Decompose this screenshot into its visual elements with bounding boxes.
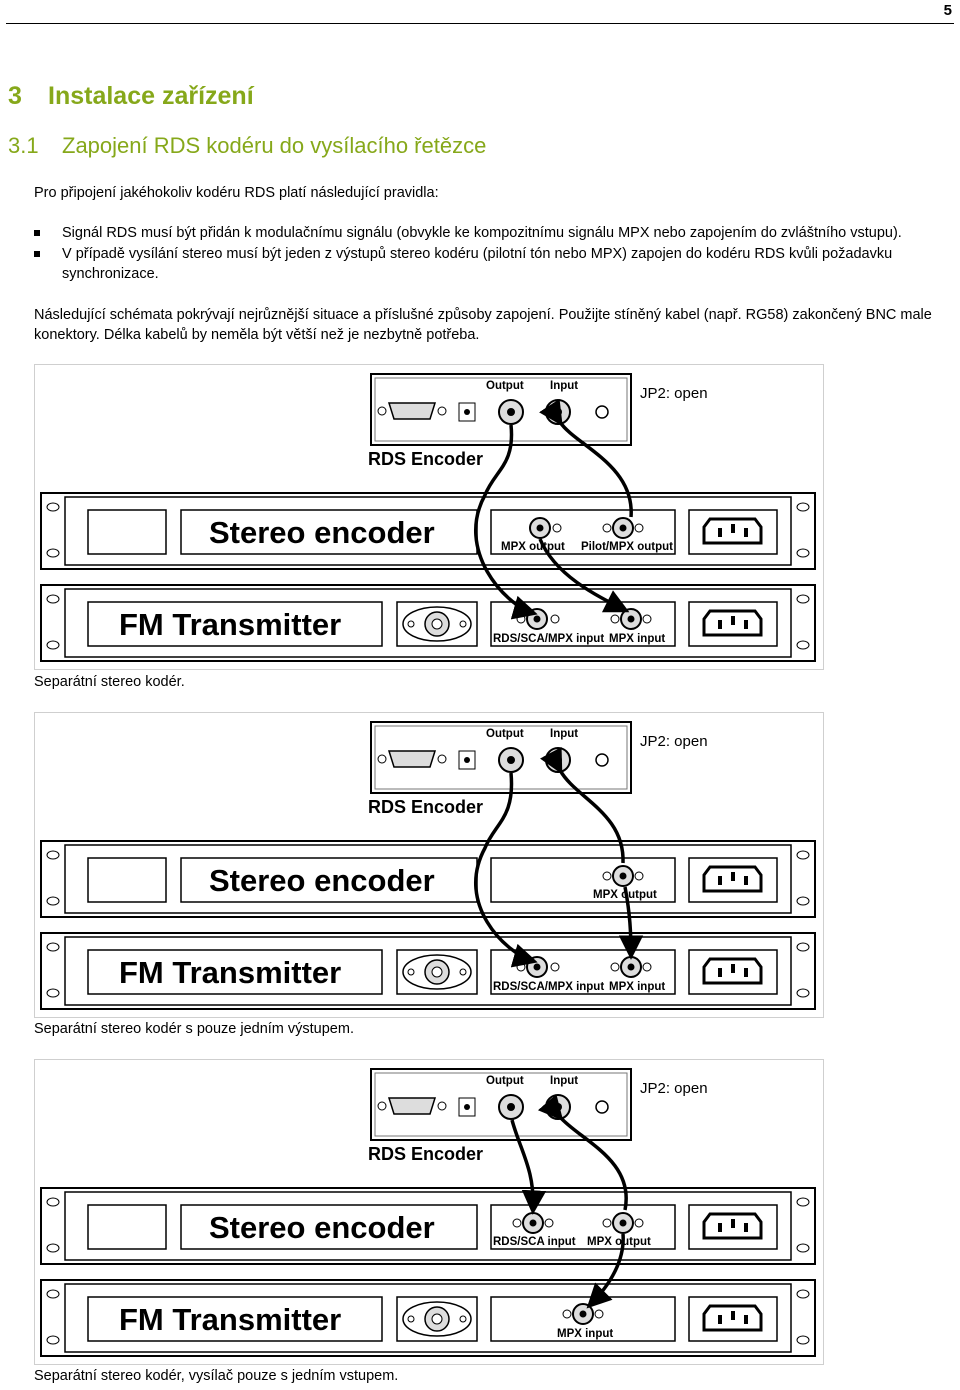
led-icon [596,1101,608,1113]
stereo-port-label: MPX output [593,889,657,901]
rds-encoder-label: RDS Encoder [368,1144,484,1164]
led-icon [596,754,608,766]
rules-list [34,223,934,285]
power-socket-icon [704,1214,761,1238]
antenna-connector-icon [403,607,471,641]
fm-transmitter-rack [41,585,815,661]
power-socket-icon [704,1306,761,1330]
diagram-2-svg [35,713,825,1019]
bullet-square-icon [34,251,40,257]
fm-transmitter-rack [41,933,815,1009]
subsection-number: 3.1 [8,133,39,158]
subsection-heading [8,133,486,159]
antenna-connector-icon [403,955,471,989]
rds-encoder-label: RDS Encoder [368,797,484,817]
jp2-label: JP2: open [640,1080,708,1097]
led-icon [596,406,608,418]
jp2-label: JP2: open [640,733,708,750]
fm-port-label: MPX input [557,1328,614,1340]
rds-encoder-panel [371,722,631,793]
intro-paragraph: Pro připojení jakéhokoliv kodéru RDS platí následující pravidla: [34,185,439,201]
rule-text: Signál RDS musí být přidán k modulačnímu signálu (obvykle ke kompozitnímu signálu MPX nebo zapojením do zvláštního vstupu). [62,225,902,241]
rds-encoder-label: RDS Encoder [368,449,484,469]
schemes-paragraph: Následující schémata pokrývají nejrůznější situace a příslušné způsoby zapojení. Použijte stíněný kabel (např. RG58) zakončený BNC male konektory. Délka kabelů by neměla být větší než je nezbytně potřeba. [34,307,932,343]
rule-item [34,223,934,243]
fm-port-label: RDS/SCA/MPX input [493,633,605,645]
header-rule [6,23,954,24]
bullet-square-icon [34,230,40,236]
stereo-encoder-label: Stereo encoder [209,515,435,550]
section-heading [8,82,254,111]
stereo-encoder-rack [41,493,815,569]
diagram-1-svg [35,365,825,671]
connection-diagram-2 [34,712,824,1018]
output-label: Output [486,728,524,740]
stereo-encoder-rack [41,841,815,917]
diagram-caption: Separátní stereo kodér s pouze jedním výstupem. [34,1021,354,1037]
rule-item [34,244,934,284]
jp2-label: JP2: open [640,385,708,402]
stereo-port-label: MPX output [501,541,565,553]
fm-transmitter-label: FM Transmitter [119,1302,342,1337]
stereo-encoder-label: Stereo encoder [209,863,435,898]
fm-port-label: MPX input [609,633,666,645]
stereo-encoder-label: Stereo encoder [209,1210,435,1245]
rds-encoder-panel [371,1069,631,1140]
power-socket-icon [704,519,761,543]
fm-transmitter-label: FM Transmitter [119,955,342,990]
fm-transmitter-rack [41,1280,815,1356]
fm-port-label: MPX input [609,981,666,993]
diagram-caption: Separátní stereo kodér, vysílač pouze s jedním vstupem. [34,1368,399,1384]
stereo-port-label: Pilot/MPX output [581,541,673,553]
fm-transmitter-label: FM Transmitter [119,607,342,642]
input-label: Input [550,1075,579,1087]
stereo-port-label: MPX output [587,1236,651,1248]
rds-encoder-panel [371,374,631,445]
fm-port-label: RDS/SCA/MPX input [493,981,605,993]
section-number: 3 [8,82,22,110]
subsection-title: Zapojení RDS kodéru do vysílacího řetězce [62,133,487,158]
output-label: Output [486,380,524,392]
stereo-port-label: RDS/SCA input [493,1236,576,1248]
power-socket-icon [704,867,761,891]
diagram-caption: Separátní stereo kodér. [34,674,185,690]
power-socket-icon [704,611,761,635]
section-title: Instalace zařízení [48,82,254,110]
output-label: Output [486,1075,524,1087]
power-socket-icon [704,959,761,983]
input-label: Input [550,728,579,740]
input-label: Input [550,380,579,392]
stereo-encoder-rack [41,1188,815,1264]
page-number: 5 [943,2,952,19]
antenna-connector-icon [403,1302,471,1336]
diagram-3-svg [35,1060,825,1366]
connection-diagram-3 [34,1059,824,1365]
rule-text: V případě vysílání stereo musí být jeden z výstupů stereo kodéru (pilotní tón nebo MPX) zapojen do kodéru RDS kvůli požadavku synchronizace. [62,246,893,282]
connection-diagram-1 [34,364,824,670]
